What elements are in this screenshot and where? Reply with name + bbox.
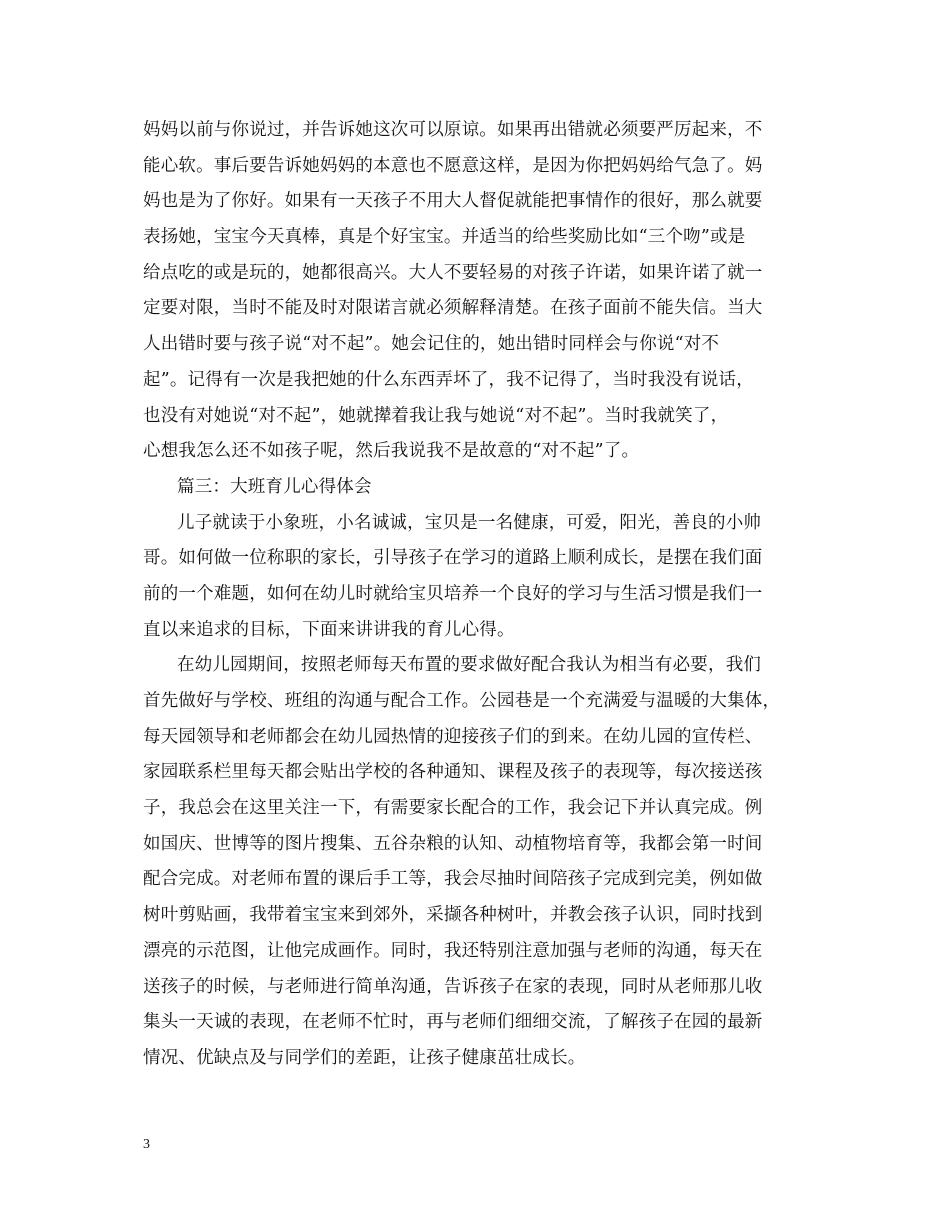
text-line: 每天园领导和老师都会在幼儿园热情的迎接孩子们的到来。在幼儿园的宣传栏、 <box>143 726 763 747</box>
text-line: 在幼儿园期间，按照老师每天布置的要求做好配合我认为相当有必要，我们 <box>177 655 762 676</box>
text-line: 表扬她，宝宝今天真棒，真是个好宝宝。并适当的给些奖励比如“三个吻”或是 <box>143 227 746 248</box>
text-line: 妈妈以前与你说过，并告诉她这次可以原谅。如果再出错就必须要严厉起来，不 <box>143 120 763 140</box>
text-line: 如国庆、世博等的图片搜集、五谷杂粮的认知、动植物培育等，我都会第一时间 <box>143 833 763 854</box>
page-number: 3 <box>143 1137 150 1152</box>
text-line: 儿子就读于小象班，小名诚诚，宝贝是一名健康，可爱，阳光，善良的小帅 <box>177 512 762 533</box>
text-line: 首先做好与学校、班组的沟通与配合工作。公园巷是一个充满爱与温暖的大集体， <box>143 691 781 711</box>
text-line: 树叶剪贴画，我带着宝宝来到郊外，采撷各种树叶，并教会孩子认识，同时找到 <box>143 905 763 926</box>
document-body <box>143 113 823 1077</box>
text-line: 也没有对她说“对不起”，她就撵着我让我与她说“对不起”。当时我就笑了， <box>143 405 729 426</box>
text-line: 心想我怎么还不如孩子呢，然后我说我不是故意的“对不起”了。 <box>143 441 640 462</box>
text-line: 直以来追求的目标，下面来讲讲我的育儿心得。 <box>143 619 515 640</box>
text-line: 配合完成。对老师布置的课后手工等，我会尽抽时间陪孩子完成到完美，例如做 <box>143 869 763 890</box>
text-line: 哥。如何做一位称职的家长，引导孩子在学习的道路上顺利成长，是摆在我们面 <box>143 548 763 569</box>
text-line: 集头一天诚的表现，在老师不忙时，再与老师们细细交流，了解孩子在园的最新 <box>143 1012 763 1033</box>
text-line: 起”。记得有一次是我把她的什么东西弄坏了，我不记得了，当时我没有说话， <box>143 369 754 390</box>
text-line: 给点吃的或是玩的，她都很高兴。大人不要轻易的对孩子许诺，如果许诺了就一 <box>143 262 763 283</box>
text-line: 家园联系栏里每天都会贴出学校的各种通知、课程及孩子的表现等，每次接送孩 <box>143 762 763 783</box>
text-line: 妈也是为了你好。如果有一天孩子不用大人督促就能把事情作的很好，那么就要 <box>143 191 763 212</box>
text-line: 能心软。事后要告诉她妈妈的本意也不愿意这样，是因为你把妈妈给气急了。妈 <box>143 155 763 176</box>
text-line: 送孩子的时候，与老师进行简单沟通，告诉孩子在家的表现，同时从老师那儿收 <box>143 976 763 997</box>
text-line: 情况、优缺点及与同学们的差距，让孩子健康茁壮成长。 <box>143 1047 586 1068</box>
text-line: 定要对限，当时不能及时对限诺言就必须解释清楚。在孩子面前不能失信。当大 <box>143 298 763 319</box>
text-line: 人出错时要与孩子说“对不起”。她会记住的，她出错时同样会与你说“对不 <box>143 334 720 355</box>
text-line: 子，我总会在这里关注一下，有需要家长配合的工作，我会记下并认真完成。例 <box>143 798 763 819</box>
text-line: 篇三：大班育儿心得体会 <box>177 476 372 497</box>
text-line: 前的一个难题，如何在幼儿时就给宝贝培养一个良好的学习与生活习惯是我们一 <box>143 583 763 604</box>
text-line: 漂亮的示范图，让他完成画作。同时，我还特别注意加强与老师的沟通，每天在 <box>143 940 763 961</box>
